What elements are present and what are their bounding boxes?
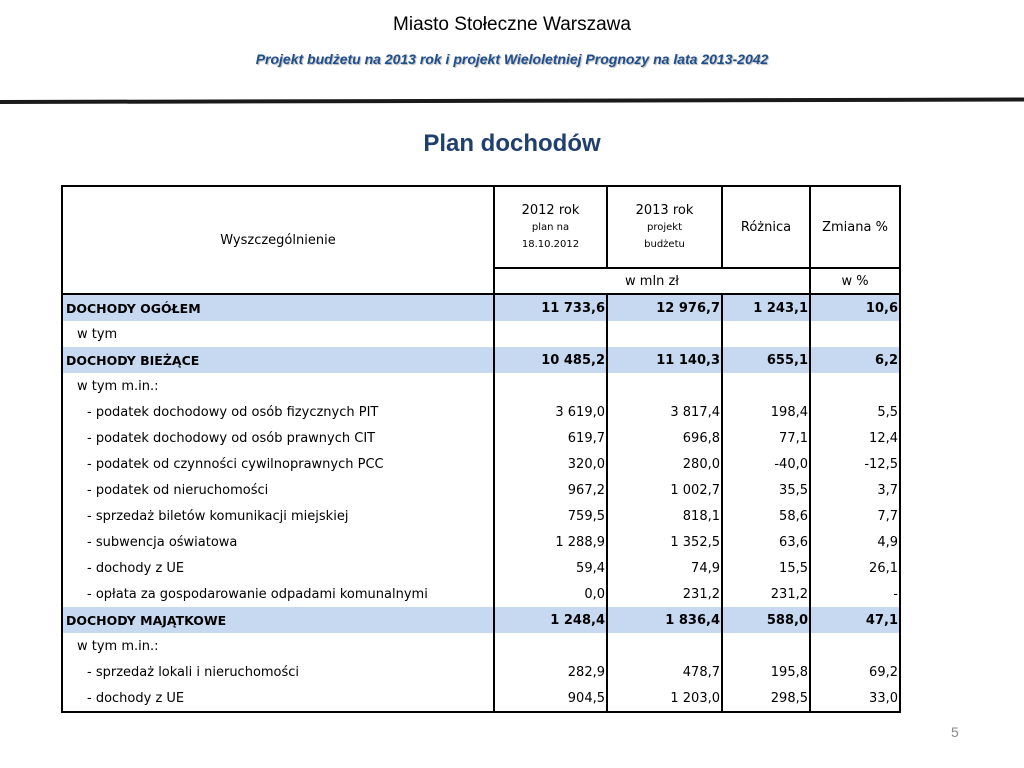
row-label: - podatek od czynności cywilnoprawnych PCC bbox=[62, 451, 494, 477]
cell-change bbox=[810, 633, 900, 659]
row-label: - podatek dochodowy od osób fizycznych PIT bbox=[62, 399, 494, 425]
cell-2012: 1 288,9 bbox=[494, 529, 607, 555]
cell-2013 bbox=[607, 321, 722, 347]
header-2013-line2: projekt bbox=[647, 221, 682, 233]
cell-difference: -40,0 bbox=[722, 451, 810, 477]
table-row bbox=[62, 659, 900, 685]
cell-2013: 231,2 bbox=[607, 581, 722, 607]
table-row bbox=[62, 399, 900, 425]
table-row bbox=[62, 451, 900, 477]
cell-2013: 1 352,5 bbox=[607, 529, 722, 555]
table-row bbox=[62, 555, 900, 581]
cell-2012: 1 248,4 bbox=[494, 607, 607, 633]
cell-2013: 3 817,4 bbox=[607, 399, 722, 425]
cell-change: 47,1 bbox=[810, 607, 900, 633]
cell-difference: 198,4 bbox=[722, 399, 810, 425]
income-plan-table bbox=[61, 185, 901, 713]
cell-2012: 3 619,0 bbox=[494, 399, 607, 425]
table-row bbox=[62, 425, 900, 451]
cell-2012 bbox=[494, 633, 607, 659]
cell-change: -12,5 bbox=[810, 451, 900, 477]
cell-change: 26,1 bbox=[810, 555, 900, 581]
cell-difference: 298,5 bbox=[722, 685, 810, 712]
cell-2012: 0,0 bbox=[494, 581, 607, 607]
cell-change: 3,7 bbox=[810, 477, 900, 503]
budget-subtitle: Projekt budżetu na 2013 rok i projekt Wieloletniej Prognozy na lata 2013-2042 bbox=[255, 51, 769, 67]
table-row bbox=[62, 685, 900, 712]
header-difference: Różnica bbox=[722, 186, 810, 268]
slide-title: Plan dochodów bbox=[423, 130, 601, 157]
cell-difference: 1 243,1 bbox=[722, 294, 810, 321]
cell-2013: 1 836,4 bbox=[607, 607, 722, 633]
table-row bbox=[62, 294, 900, 321]
table-row bbox=[62, 347, 900, 373]
cell-2013: 11 140,3 bbox=[607, 347, 722, 373]
header-2013-year: 2013 rok bbox=[635, 202, 694, 218]
cell-change: 7,7 bbox=[810, 503, 900, 529]
row-label: - dochody z UE bbox=[62, 555, 494, 581]
cell-2012 bbox=[494, 321, 607, 347]
row-label: w tym m.in.: bbox=[62, 633, 494, 659]
cell-difference bbox=[722, 373, 810, 399]
cell-2013: 1 203,0 bbox=[607, 685, 722, 712]
row-label: - opłata za gospodarowanie odpadami komunalnymi bbox=[62, 581, 494, 607]
cell-2013: 696,8 bbox=[607, 425, 722, 451]
row-label: DOCHODY MAJĄTKOWE bbox=[62, 607, 494, 633]
table-row bbox=[62, 633, 900, 659]
header-2012-line2: plan na bbox=[531, 221, 570, 233]
cell-change: 6,2 bbox=[810, 347, 900, 373]
cell-change: - bbox=[810, 581, 900, 607]
header-2012-line3: 18.10.2012 bbox=[521, 238, 580, 250]
cell-difference: 58,6 bbox=[722, 503, 810, 529]
header-2012 bbox=[494, 186, 607, 268]
cell-2012: 10 485,2 bbox=[494, 347, 607, 373]
unit-percent: w % bbox=[810, 268, 900, 294]
cell-change: 33,0 bbox=[810, 685, 900, 712]
cell-difference: 15,5 bbox=[722, 555, 810, 581]
cell-difference: 63,6 bbox=[722, 529, 810, 555]
table-row bbox=[62, 607, 900, 633]
cell-change: 12,4 bbox=[810, 425, 900, 451]
cell-2013 bbox=[607, 373, 722, 399]
cell-2012: 759,5 bbox=[494, 503, 607, 529]
cell-2013: 12 976,7 bbox=[607, 294, 722, 321]
cell-change: 5,5 bbox=[810, 399, 900, 425]
unit-mln: w mln zł bbox=[494, 268, 810, 294]
cell-difference: 195,8 bbox=[722, 659, 810, 685]
table-row bbox=[62, 581, 900, 607]
table-row bbox=[62, 503, 900, 529]
row-label: - sprzedaż biletów komunikacji miejskiej bbox=[62, 503, 494, 529]
cell-difference bbox=[722, 633, 810, 659]
cell-2012 bbox=[494, 373, 607, 399]
cell-difference: 655,1 bbox=[722, 347, 810, 373]
cell-2013 bbox=[607, 633, 722, 659]
cell-2013: 280,0 bbox=[607, 451, 722, 477]
header-change-percent: Zmiana % bbox=[810, 186, 900, 268]
cell-2012: 967,2 bbox=[494, 477, 607, 503]
cell-difference: 77,1 bbox=[722, 425, 810, 451]
cell-difference: 588,0 bbox=[722, 607, 810, 633]
cell-2012: 59,4 bbox=[494, 555, 607, 581]
table-row bbox=[62, 373, 900, 399]
cell-change: 4,9 bbox=[810, 529, 900, 555]
table-row bbox=[62, 529, 900, 555]
cell-difference: 231,2 bbox=[722, 581, 810, 607]
table-row bbox=[62, 477, 900, 503]
cell-change bbox=[810, 373, 900, 399]
cell-2012: 11 733,6 bbox=[494, 294, 607, 321]
city-title: Miasto Stołeczne Warszawa bbox=[393, 14, 631, 35]
cell-change bbox=[810, 321, 900, 347]
cell-2013: 818,1 bbox=[607, 503, 722, 529]
cell-difference bbox=[722, 321, 810, 347]
row-label: w tym bbox=[62, 321, 494, 347]
header-description: Wyszczególnienie bbox=[62, 186, 494, 294]
page-number: 5 bbox=[951, 724, 959, 740]
header-2013-line3: budżetu bbox=[644, 238, 685, 250]
cell-change: 10,6 bbox=[810, 294, 900, 321]
row-label: DOCHODY BIEŻĄCE bbox=[62, 347, 494, 373]
row-label: w tym m.in.: bbox=[62, 373, 494, 399]
row-label: DOCHODY OGÓŁEM bbox=[62, 294, 494, 321]
table-row bbox=[62, 321, 900, 347]
cell-2013: 1 002,7 bbox=[607, 477, 722, 503]
header-divider bbox=[0, 97, 1024, 104]
row-label: - podatek dochodowy od osób prawnych CIT bbox=[62, 425, 494, 451]
row-label: - podatek od nieruchomości bbox=[62, 477, 494, 503]
row-label: - subwencja oświatowa bbox=[62, 529, 494, 555]
cell-2012: 904,5 bbox=[494, 685, 607, 712]
cell-2013: 74,9 bbox=[607, 555, 722, 581]
cell-difference: 35,5 bbox=[722, 477, 810, 503]
cell-2013: 478,7 bbox=[607, 659, 722, 685]
header-2012-year: 2012 rok bbox=[521, 202, 580, 218]
cell-change: 69,2 bbox=[810, 659, 900, 685]
row-label: - dochody z UE bbox=[62, 685, 494, 712]
header-2013 bbox=[607, 186, 722, 268]
cell-2012: 619,7 bbox=[494, 425, 607, 451]
row-label: - sprzedaż lokali i nieruchomości bbox=[62, 659, 494, 685]
cell-2012: 320,0 bbox=[494, 451, 607, 477]
cell-2012: 282,9 bbox=[494, 659, 607, 685]
